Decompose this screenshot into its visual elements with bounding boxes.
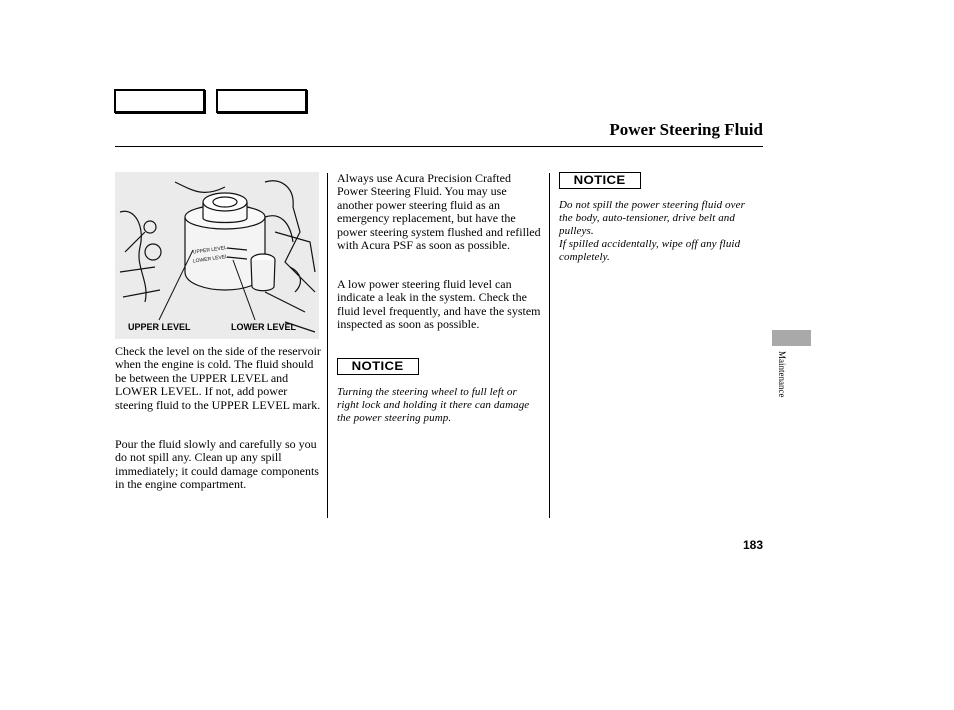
- reservoir-upper-mark: UPPER LEVEL: [192, 244, 228, 256]
- page-number: 183: [742, 538, 763, 552]
- notice-badge: NOTICE: [337, 358, 419, 375]
- notice-badge: NOTICE: [559, 172, 641, 189]
- reservoir-illustration: [115, 172, 319, 339]
- page-title: Power Steering Fluid: [609, 120, 763, 139]
- upper-level-label: UPPER LEVEL: [128, 322, 191, 332]
- column-divider: [327, 173, 328, 518]
- column-divider: [549, 173, 550, 518]
- reservoir-lower-mark: LOWER LEVEL: [192, 253, 229, 265]
- nav-button-next[interactable]: [216, 89, 307, 113]
- pour-slowly-paragraph: Pour the fluid slowly and carefully so you do not spill any. Clean up any spill immediately; it could damage components in the engine compartment.: [115, 437, 319, 492]
- fluid-type-paragraph: Always use Acura Precision Crafted Power Steering Fluid. You may use another power steering fluid as an emergency replacement, but have the power steering system flushed and refilled with Acura PSF as soon as possible.: [337, 171, 541, 253]
- low-level-paragraph: A low power steering fluid level can indicate a leak in the system. Check the fluid level frequently, and have the system inspected as soon as possible.: [337, 277, 541, 332]
- nav-button-previous[interactable]: [114, 89, 205, 113]
- spill-notice-text: Do not spill the power steering fluid over the body, auto-tensioner, drive belt and pulleys.: [559, 199, 745, 238]
- wipe-off-notice-text: If spilled accidentally, wipe off any fluid completely.: [559, 238, 741, 264]
- steering-lock-notice-text: Turning the steering wheel to full left or right lock and holding it there can damage the power steering pump.: [337, 386, 530, 425]
- title-rule: [115, 146, 763, 147]
- check-level-paragraph: Check the level on the side of the reservoir when the engine is cold. The fluid should be between the UPPER LEVEL and LOWER LEVEL. If not, add power steering fluid to the UPPER LEVEL mark.: [115, 344, 321, 412]
- section-label: Maintenance: [777, 351, 787, 398]
- section-tab-maintenance[interactable]: [772, 330, 811, 346]
- lower-level-label: LOWER LEVEL: [231, 322, 296, 332]
